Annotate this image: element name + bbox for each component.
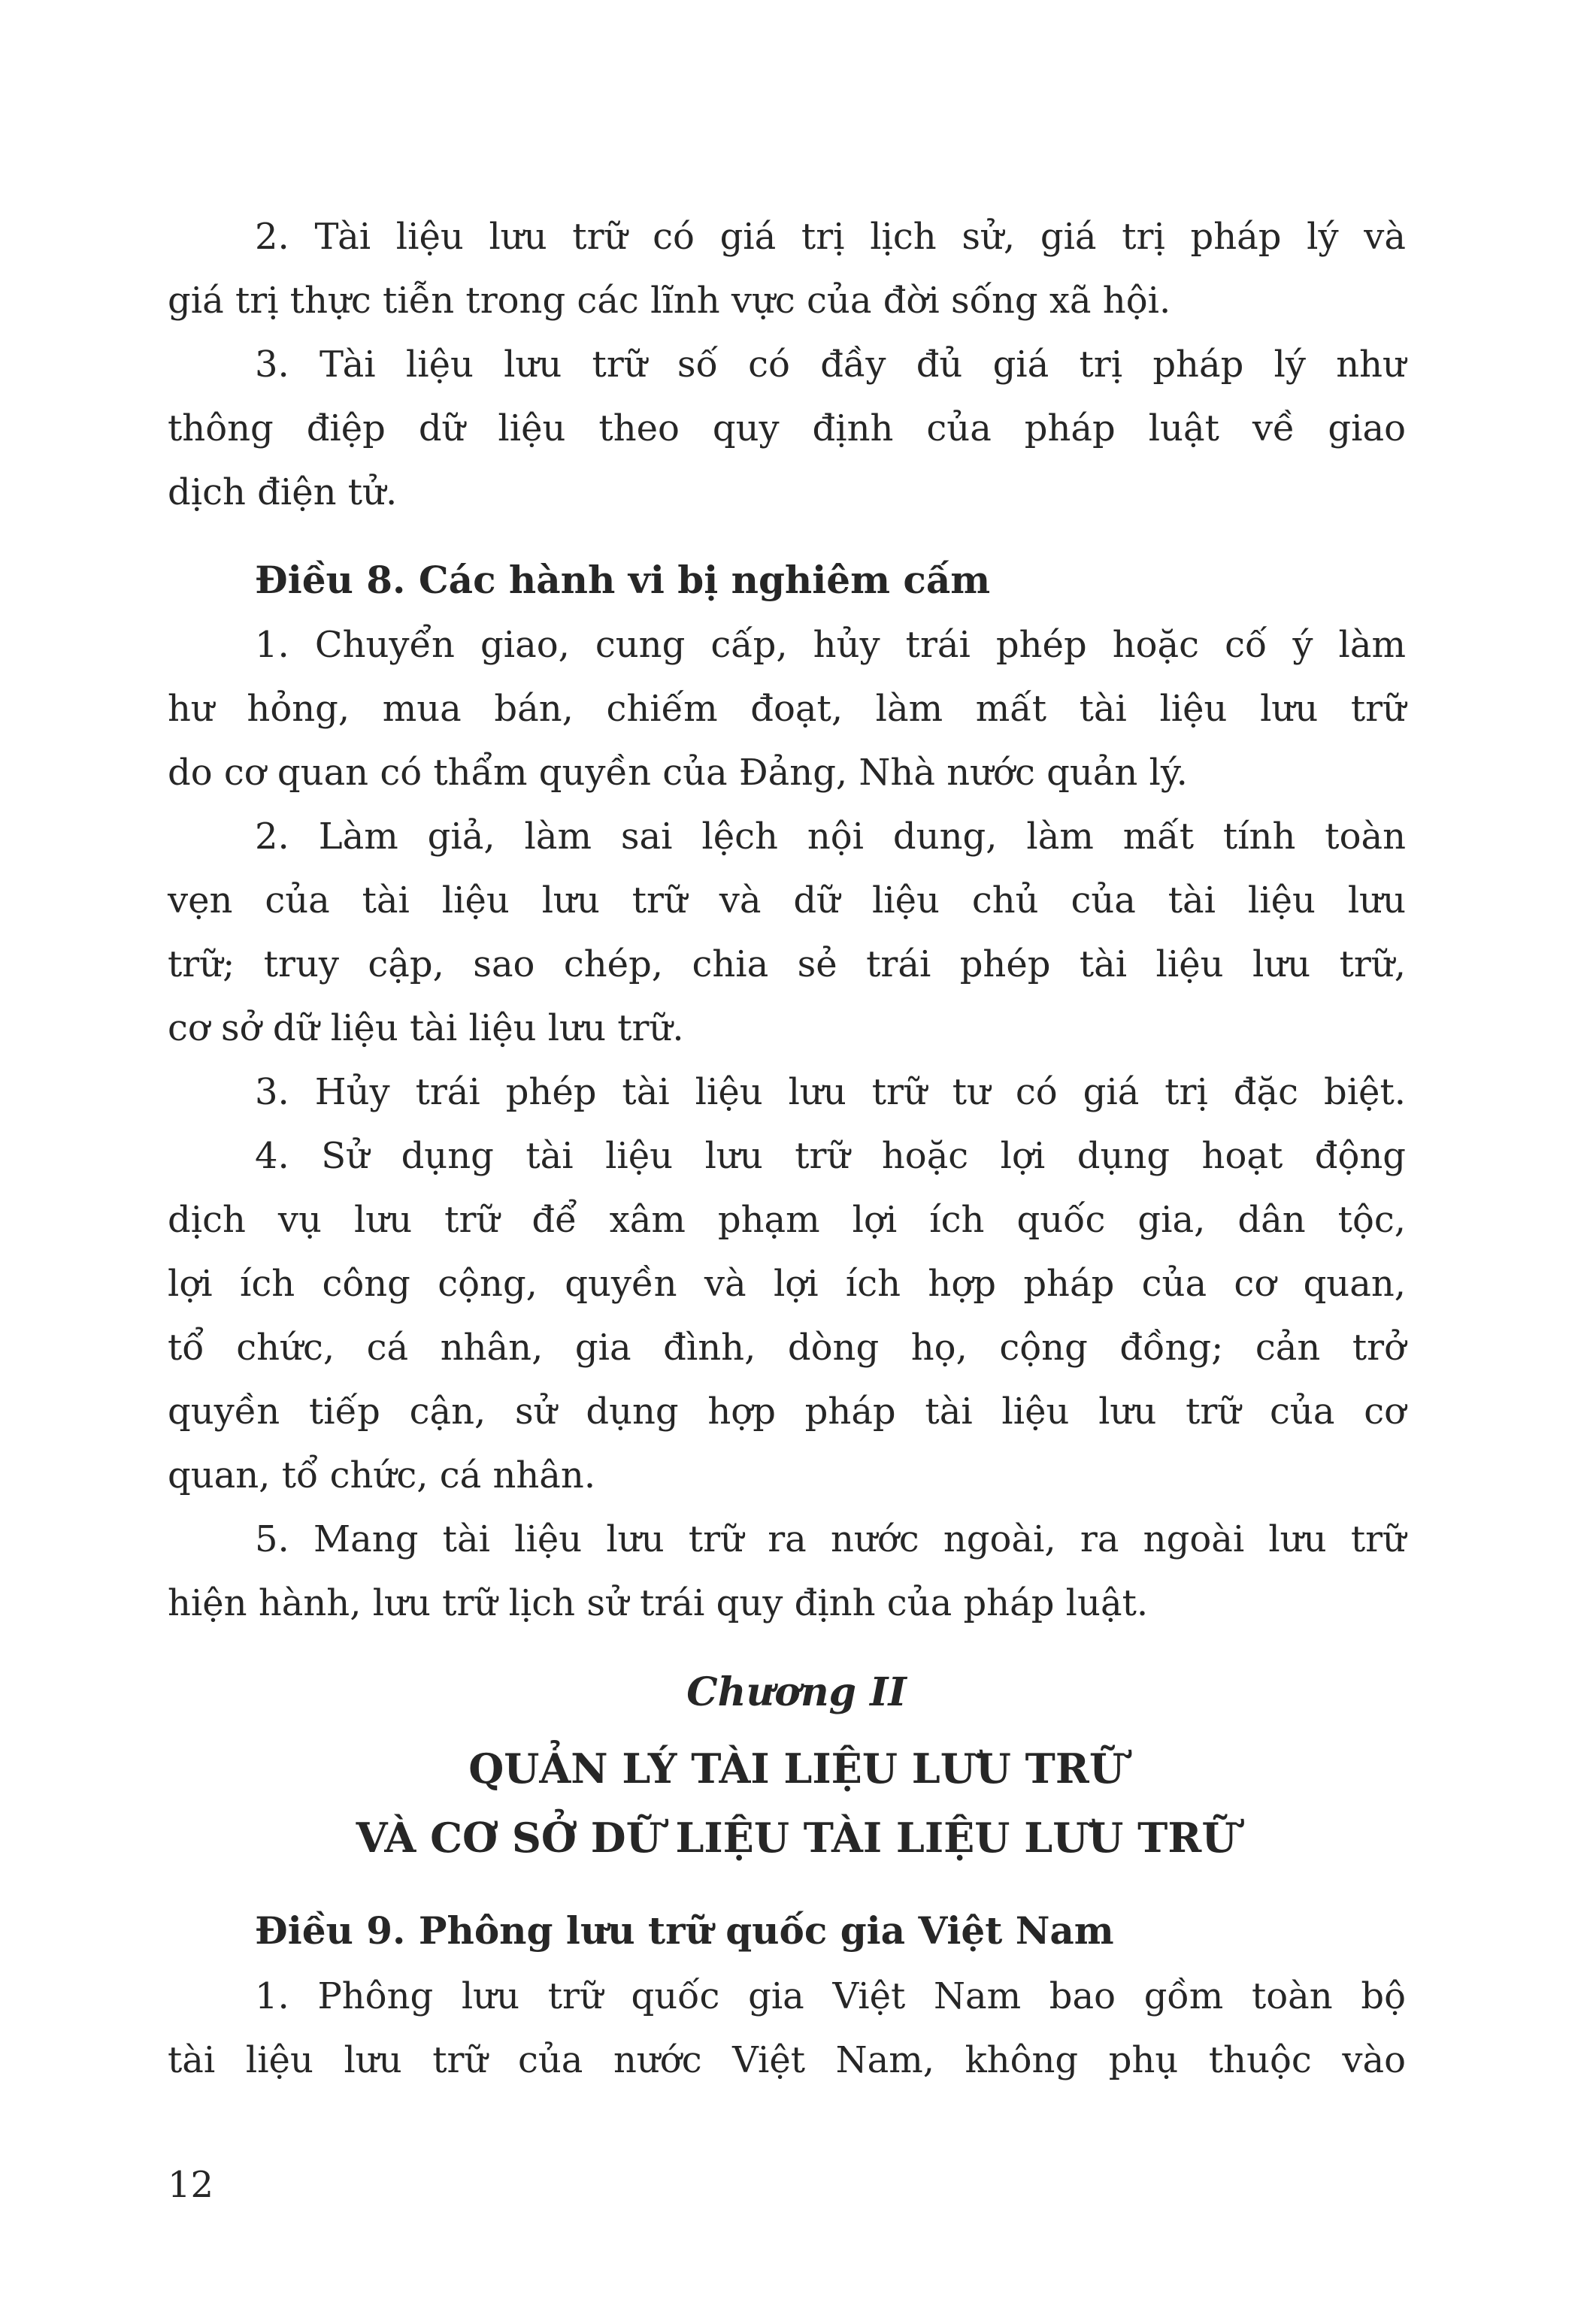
- text-line: hiện hành, lưu trữ lịch sử trái quy định của pháp luật.: [168, 1582, 1149, 1624]
- text-line: cơ sở dữ liệu tài liệu lưu trữ.: [168, 1007, 684, 1049]
- article-9-heading: Điều 9. Phông lưu trữ quốc gia Việt Nam: [255, 1908, 1114, 1953]
- text-line: thông điệp dữ liệu theo quy định của pháp luật về giao: [168, 407, 1406, 449]
- text-line: tổ chức, cá nhân, gia đình, dòng họ, cộng đồng; cản trở: [168, 1327, 1406, 1369]
- text-line: 2. Làm giả, làm sai lệch nội dung, làm mất tính toàn: [255, 816, 1406, 858]
- text-line: 3. Hủy trái phép tài liệu lưu trữ tư có giá trị đặc biệt.: [255, 1071, 1406, 1113]
- text-line: hư hỏng, mua bán, chiếm đoạt, làm mất tài liệu lưu trữ: [168, 688, 1406, 730]
- text-line: dịch điện tử.: [168, 471, 398, 513]
- text-line: quan, tổ chức, cá nhân.: [168, 1454, 596, 1496]
- paragraphs-article8: [168, 613, 1406, 1636]
- text-line: trữ; truy cập, sao chép, chia sẻ trái phép tài liệu lưu trữ,: [168, 943, 1406, 985]
- page-number: 12: [168, 2164, 214, 2206]
- text-line: 1. Phông lưu trữ quốc gia Việt Nam bao gồm toàn bộ: [255, 1975, 1406, 2017]
- text-line: lợi ích công cộng, quyền và lợi ích hợp pháp của cơ quan,: [168, 1263, 1406, 1305]
- chapter-title-line2: VÀ CƠ SỞ DỮ LIỆU TÀI LIỆU LƯU TRỮ: [356, 1814, 1237, 1862]
- text-line: vẹn của tài liệu lưu trữ và dữ liệu chủ của tài liệu lưu: [168, 879, 1406, 921]
- text-line: 3. Tài liệu lưu trữ số có đầy đủ giá trị pháp lý như: [255, 343, 1406, 386]
- text-line: 2. Tài liệu lưu trữ có giá trị lịch sử, giá trị pháp lý và: [255, 216, 1406, 258]
- text-line: dịch vụ lưu trữ để xâm phạm lợi ích quốc gia, dân tộc,: [168, 1199, 1406, 1241]
- chapter-title-line1: QUẢN LÝ TÀI LIỆU LƯU TRỮ: [468, 1745, 1125, 1793]
- article-8-heading: Điều 8. Các hành vi bị nghiêm cấm: [255, 558, 991, 602]
- paragraphs-article7-end: [168, 205, 1406, 525]
- chapter-label: Chương II: [686, 1669, 907, 1715]
- text-line: giá trị thực tiễn trong các lĩnh vực của đời sống xã hội.: [168, 280, 1171, 322]
- text-line: tài liệu lưu trữ của nước Việt Nam, không phụ thuộc vào: [168, 2039, 1406, 2081]
- text-line: 4. Sử dụng tài liệu lưu trữ hoặc lợi dụng hoạt động: [255, 1135, 1406, 1177]
- text-line: 5. Mang tài liệu lưu trữ ra nước ngoài, ra ngoài lưu trữ: [255, 1518, 1406, 1560]
- text-line: quyền tiếp cận, sử dụng hợp pháp tài liệu lưu trữ của cơ: [168, 1390, 1406, 1433]
- text-line: do cơ quan có thẩm quyền của Đảng, Nhà nước quản lý.: [168, 752, 1188, 794]
- text-line: 1. Chuyển giao, cung cấp, hủy trái phép hoặc cố ý làm: [255, 624, 1406, 666]
- paragraphs-article9: [168, 1965, 1406, 2093]
